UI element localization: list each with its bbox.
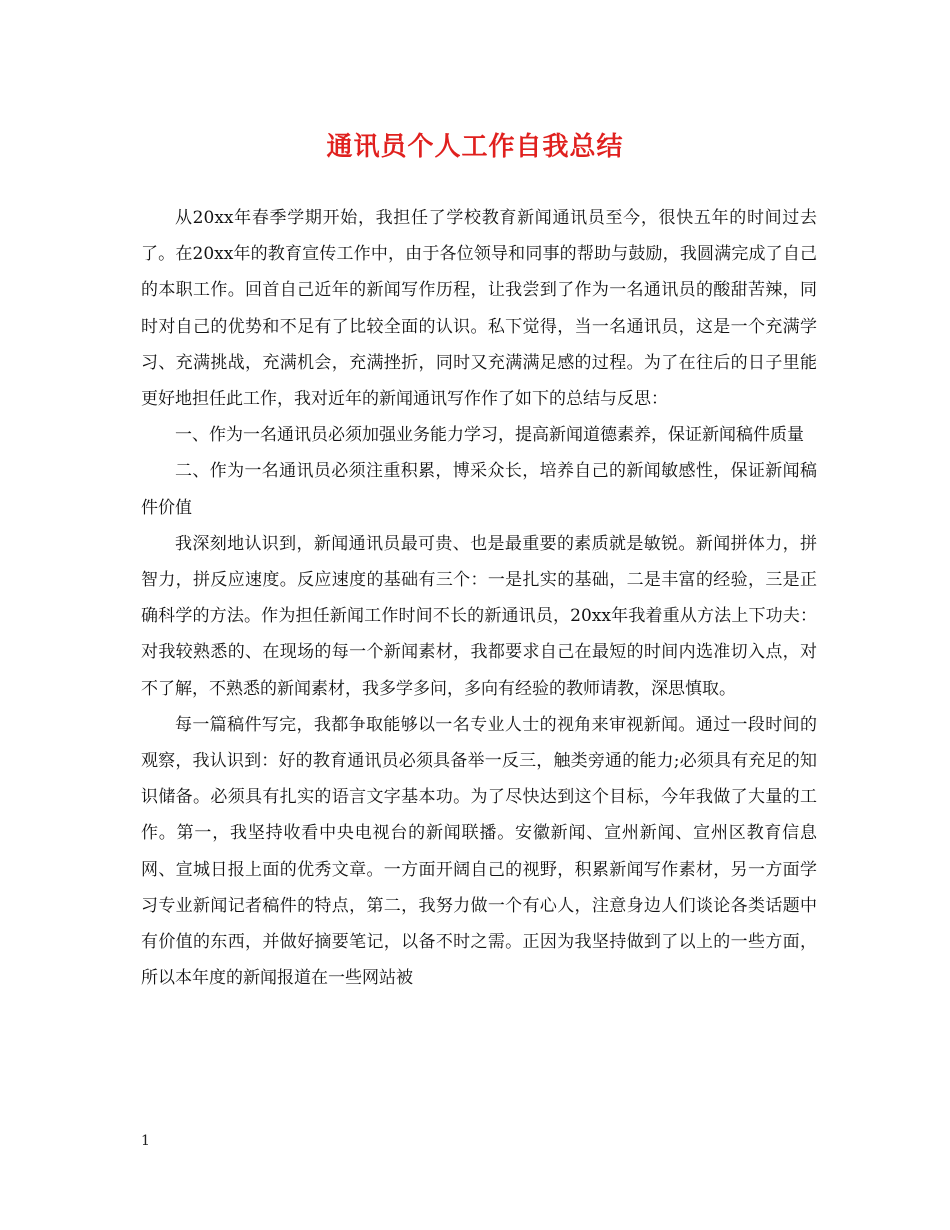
- page-number: 1: [141, 1133, 150, 1149]
- paragraph: 二、作为一名通讯员必须注重积累，博采众长，培养自己的新闻敏感性，保证新闻稿件价值: [141, 461, 817, 518]
- paragraph: 每一篇稿件写完，我都争取能够以一名专业人士的视角来审视新闻。通过一段时间的观察，我认识到：好的教育通讯员必须具备举一反三，触类旁通的能力;必须具有充足的知识储备。必须具有扎实的语言文字基本功。为了尽快达到这个目标，今年我做了大量的工作。第一，我坚持收看中央电视台的新闻联播。安徽新闻、宣州新闻、宣州区教育信息网、宣城日报上面的优秀文章。一方面开阔自己的视野，积累新闻写作素材，另一方面学习专业新闻记者稿件的特点，第二，我努力做一个有心人，注意身边人们谈论各类话题中有价值的东西，并做好摘要笔记，以备不时之需。正因为我坚持做到了以上的一些方面，所以本年度的新闻报道在一些网站被: [141, 714, 817, 989]
- document-title: 通讯员个人工作自我总结: [326, 132, 624, 162]
- paragraph: 我深刻地认识到，新闻通讯员最可贵、也是最重要的素质就是敏锐。新闻拼体力，拼智力，拼反应速度。反应速度的基础有三个：一是扎实的基础，二是丰富的经验，三是正确科学的方法。作为担任新闻工作时间不长的新通讯员，20xx年我着重从方法上下功夫：对我较熟悉的、在现场的每一个新闻素材，我都要求自己在最短的时间内选准切入点，对不了解，不熟悉的新闻素材，我多学多问，多向有经验的教师请教，深思慎取。: [141, 533, 817, 699]
- paragraph: 从20xx年春季学期开始，我担任了学校教育新闻通讯员至今，很快五年的时间过去了。在20xx年的教育宣传工作中，由于各位领导和同事的帮助与鼓励，我圆满完成了自己的本职工作。回首自己近年的新闻写作历程，让我尝到了作为一名通讯员的酸甜苦辣，同时对自己的优势和不足有了比较全面的认识。私下觉得，当一名通讯员，这是一个充满学习、充满挑战，充满机会，充满挫折，同时又充满满足感的过程。为了在往后的日子里能更好地担任此工作，我对近年的新闻通讯写作作了如下的总结与反思：: [141, 208, 817, 410]
- paragraph: 一、作为一名通讯员必须加强业务能力学习，提高新闻道德素养，保证新闻稿件质量: [175, 425, 804, 446]
- document-body: [141, 200, 817, 996]
